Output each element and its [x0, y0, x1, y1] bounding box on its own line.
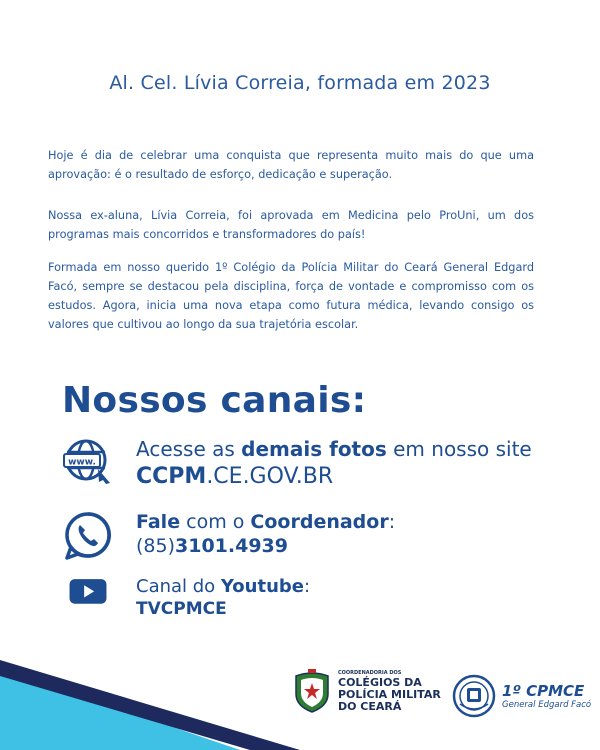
logo1-small-text: COORDENADORIA DOS: [338, 669, 402, 676]
site-line-prefix: Acesse as: [136, 437, 242, 461]
school-seal-icon: [452, 674, 496, 718]
youtube-colon: :: [304, 576, 311, 597]
globe-www-icon: [62, 436, 114, 488]
site-line-bold: demais fotos: [241, 437, 387, 461]
logo1-line2: POLÍCIA MILITAR: [338, 687, 441, 701]
logo-1cpmce: [452, 674, 591, 718]
paragraph-background: Formada em nosso querido 1º Colégio da Polícia Militar do Ceará General Edgard Facó, sempre se destacou pela disciplina, força de vontade e compromisso com os estudos. Agora, inicia uma nova etapa como futura médica, levando consigo os valores que cultivou ao longo da sua trajetória escolar.: [48, 261, 534, 331]
site-url-link[interactable]: [136, 462, 532, 492]
police-shield-icon: [292, 668, 332, 714]
site-line-suffix: em nosso site: [386, 437, 532, 461]
phone-colon: :: [388, 511, 396, 533]
phone-channel[interactable]: [62, 510, 395, 562]
phone-bold-fale: Fale: [136, 511, 181, 533]
logo1-line3: DO CEARÁ: [338, 699, 402, 713]
youtube-bold: Youtube: [220, 576, 304, 597]
site-channel[interactable]: [62, 436, 532, 492]
logo-coordenadoria: [292, 668, 441, 714]
logo1-line1: COLÉGIOS DA: [338, 675, 422, 689]
paragraph-approval: Nossa ex-aluna, Lívia Correia, foi aprovada em Medicina pelo ProUni, um dos programas mais concorridos e transformadores do país!: [48, 209, 534, 241]
site-domain-bold: CCPM: [136, 464, 207, 489]
phone-mid: com o: [180, 511, 251, 533]
youtube-icon: [62, 576, 114, 616]
youtube-handle-link[interactable]: TVCPMCE: [136, 599, 227, 619]
phone-number-link[interactable]: [136, 534, 395, 558]
logo2-subtitle: General Edgard Facó: [502, 699, 592, 710]
channels-heading: Nossos canais:: [62, 380, 367, 421]
phone-number: 3101.4939: [175, 535, 288, 557]
paragraph-intro: Hoje é dia de celebrar uma conquista que representa muito mais do que uma aprovação: é o resultado de esforço, dedicação e superação.: [48, 149, 534, 181]
phone-icon: [62, 510, 114, 562]
post-title: Al. Cel. Lívia Correia, formada em 2023: [109, 72, 491, 94]
phone-bold-coordenador: Coordenador: [250, 511, 389, 533]
logo2-name: 1º CPMCE: [502, 681, 585, 700]
phone-area-code: (85): [136, 535, 176, 557]
site-domain-rest: .CE.GOV.BR: [206, 464, 334, 489]
svg-text:www.: www.: [68, 457, 96, 468]
youtube-channel[interactable]: [62, 576, 310, 620]
youtube-prefix: Canal do: [136, 576, 221, 597]
